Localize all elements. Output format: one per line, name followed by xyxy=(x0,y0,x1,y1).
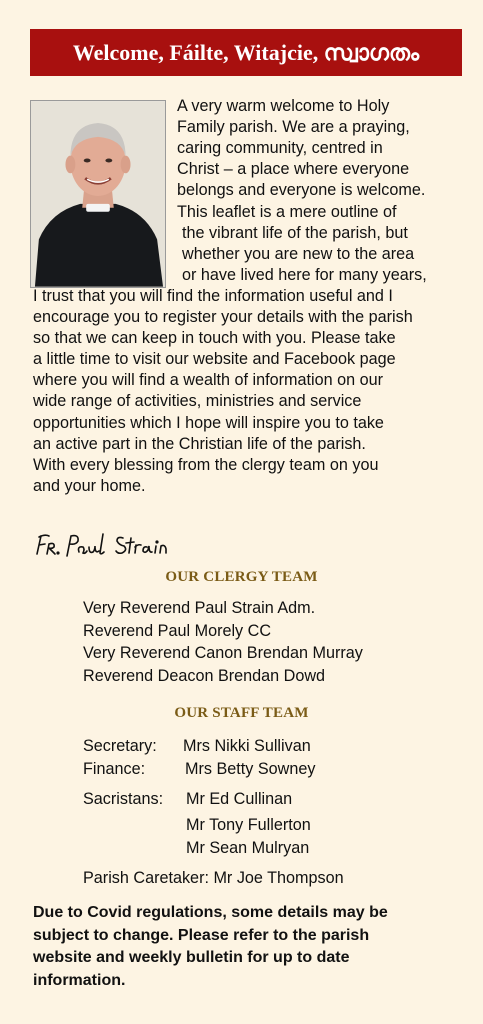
intro-line: whether you are new to the area xyxy=(182,244,415,263)
intro-line: caring community, centred in xyxy=(177,139,383,158)
welcome-banner xyxy=(30,29,462,76)
intro-line: the vibrant life of the parish, but xyxy=(182,223,408,242)
intro-line: and your home. xyxy=(33,476,146,495)
staff-sacristans-row xyxy=(83,790,292,809)
intro-line: wide range of activities, ministries and service xyxy=(33,392,362,411)
secretary-label: Secretary: xyxy=(83,737,157,755)
clergy-member: Very Reverend Canon Brendan Murray xyxy=(83,644,363,662)
intro-line: an active part in the Christian life of the parish. xyxy=(33,434,366,453)
priest-photo xyxy=(30,100,166,288)
finance-name: Mrs Betty Sowney xyxy=(185,760,316,778)
intro-line: Family parish. We are a praying, xyxy=(177,118,410,137)
clergy-team-heading: OUR CLERGY TEAM xyxy=(165,569,318,585)
intro-line: Christ – a place where everyone xyxy=(177,160,410,179)
clergy-member: Reverend Deacon Brendan Dowd xyxy=(83,666,326,685)
staff-team-heading: OUR STAFF TEAM xyxy=(174,705,309,721)
staff-finance-row xyxy=(83,760,315,779)
staff-secretary-row xyxy=(83,737,311,756)
staff-caretaker-row: Parish Caretaker: Mr Joe Thompson xyxy=(83,869,344,887)
covid-notice xyxy=(33,902,463,992)
secretary-name: Mrs Nikki Sullivan xyxy=(183,737,311,755)
intro-line: where you will find a wealth of information on our xyxy=(33,371,384,390)
intro-line: With every blessing from the clergy team on you xyxy=(33,455,379,474)
intro-line: encourage you to register your details with the parish xyxy=(33,308,413,326)
intro-line: belongs and everyone is welcome. xyxy=(177,181,426,200)
intro-line: a little time to visit our website and Facebook page xyxy=(33,350,396,369)
notice-line: Due to Covid regulations, some details may be xyxy=(33,904,388,921)
notice-line: website and weekly bulletin for up to date xyxy=(33,949,350,966)
handwritten-signature xyxy=(33,530,193,560)
intro-line: or have lived here for many years, xyxy=(182,265,427,284)
clergy-member: Very Reverend Paul Strain Adm. xyxy=(83,599,316,617)
clergy-member: Reverend Paul Morely CC xyxy=(83,621,272,640)
intro-line: so that we can keep in touch with you. Please take xyxy=(33,329,396,348)
portrait-image xyxy=(31,101,165,287)
intro-line: opportunities which I hope will inspire you to take xyxy=(33,413,384,432)
intro-line: This leaflet is a mere outline of xyxy=(177,202,397,221)
clergy-list xyxy=(83,597,363,687)
sacristan-name: Mr Ed Cullinan xyxy=(186,790,293,808)
intro-line: I trust that you will find the information useful and I xyxy=(33,286,393,305)
signature-image xyxy=(33,530,193,560)
notice-line: information. xyxy=(33,971,126,989)
banner-title: Welcome, Fáilte, Witajcie, സ്വാഗതം xyxy=(72,39,420,65)
notice-line: subject to change. Please refer to the parish xyxy=(33,926,370,944)
sacristan-name: Mr Tony Fullerton xyxy=(186,816,311,834)
sacristans-label: Sacristans: xyxy=(83,790,164,808)
sacristan-name: Mr Sean Mulryan xyxy=(186,839,310,857)
finance-label: Finance: xyxy=(83,760,146,778)
intro-line: A very warm welcome to Holy xyxy=(177,97,390,115)
